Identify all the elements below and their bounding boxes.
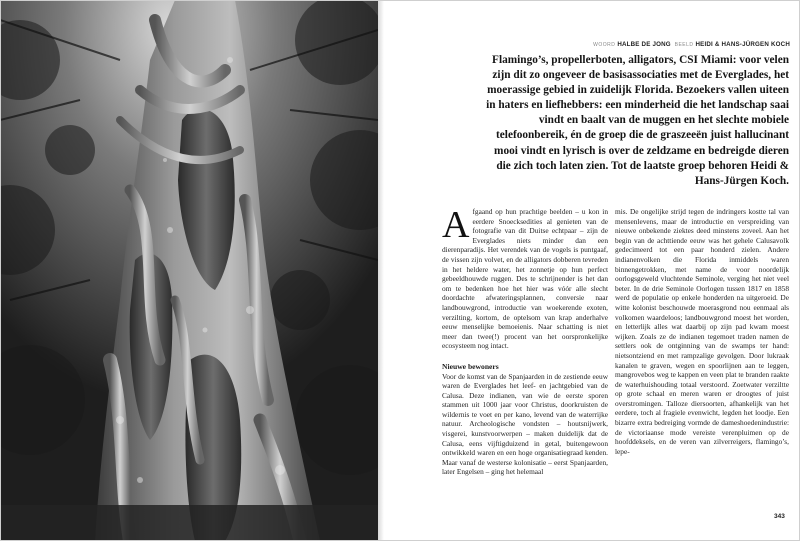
page-number: 343 [774, 513, 785, 520]
article-column-2 [615, 207, 789, 456]
section-subhead: Nieuwe bewoners [442, 361, 499, 371]
article-paragraph [442, 204, 608, 351]
credits-line [545, 41, 790, 48]
article-paragraph: mis. De ongelijke strijd tegen de indringers kostte tal van mensenlevens, maar de introductie en verspreiding van nieuwe onbekende ziektes deed minstens zoveel. Aan het begin van de achttiende eeuw was het gehele Calusavolk gedecimeerd tot een paar honderd zielen. Andere indianenvolken die Florida inmiddels waren binnengetrokken, met name de voor noordelijk oorlogsgeweld vluchtende Seminole, verging het niet veel beter. In de drie Seminole Oorlogen tussen 1817 en 1858 werd de populatie op enkele honderden na uitgeroeid. De witte kolonist beschouwde moerasgrond nou eenmaal als volkomen waardeloos; landbouwgrond moest het worden, en letterlijk alles wat daarbij op zijn pad kwam moest wijken. Zoals ze de indianen tegemoet traden namen de settlers ook de ontginning van de swamps ter hand: nietsontziend en met rampzalige gevolgen. Door lukraak kanalen te graven, wegen en spoorlijnen aan te leggen, mangrovebos weg te kappen en veen plat te branden raakte de waterhuishouding totaal verstoord. Zoetwater verziltte op grote schaal en meren waren er droogtes of juist overstromingen. Talloze diersoorten, afhankelijk van het eerdere, toch al fragiele evenwicht, legden het loodje. Een bizarre extra bedreiging vormde de dameshoedenindustrie: de victoriaanse mode vereiste verenpluimen op de hoofddeksels, en de veren van zilverreigers, flamingo’s, lepe- [615, 207, 789, 456]
photo-credit-label: BEELD [674, 42, 694, 48]
photo-credit-author: HEIDI & HANS-JÜRGEN KOCH [695, 41, 790, 48]
tree-photograph [0, 0, 378, 541]
text-credit-label: WOORD [593, 42, 616, 48]
paragraph-text: fgaand op hun prachtige beelden – u kon in eerdere Snoecksedities al genieten van de fotografie van dit Duitse echtpaar – zijn de Everglades niets minder dan een dierenparadijs. Het verendek van de vogels is puntgaaf, de vissen zijn volvet, en de alligators dobberen tevreden in het heldere water, het zonnetje op hun perfect gebeeldhouwde ruggen. Des te schrijnender is het dan om te bedenken hoe het hier was vóór alle slecht doordachte afwateringsplannen, conversie naar landbouwgrond, introductie van woekerende exoten, verzilting, kortom, de optelsom van krap anderhalve eeuw menselijke bemoeienis. Naar schatting is niet meer dan twee(!) procent van het oorspronkelijke ecosysteem nog intact. [442, 207, 608, 351]
text-credit-author: HALBE DE JONG [617, 41, 671, 48]
strangler-fig-photo [0, 0, 378, 541]
intro-paragraph: Flamingo’s, propellerboten, alligators, CSI Miami: voor velen zijn dit zo ongeveer de basisassociaties met de Everglades, het moerassige gebied in zuidelijk Florida. Bezoekers vallen uiteen in haters en liefhebbers: een minderheid die het landschap saai vindt en baalt van de muggen en het slechte mobiele telefoonbereik, én de groep die de graszeeën juist hallucinant mooi vindt en lyrisch is over de zeldzame en bedreigde dieren die zich toch laten zien. Tot de laatste groep behoren Heidi & Hans-Jürgen Koch. [486, 54, 789, 187]
article-column-1 [442, 204, 608, 477]
article-paragraph: Voor de komst van de Spanjaarden in de zestiende eeuw waren de Everglades het leef- en jachtgebied van de Calusa. Deze indianen, van wie de eerste sporen stammen uit 1000 jaar voor Christus, doorkruisten de wildernis te voet en per kano, levend van de waterrijke natuur. Archeologische vondsten – houtsnijwerk, visgerei, kunstvoorwerpen – maken duidelijk dat de Calusa, eens vijftigduizend in getal, buitengewoon ontwikkeld waren en een hoge organisatiegraad kenden. Maar vanaf de westerse kolonisatie – eerst Spanjaarden, later Engelsen – ging het helemaal [442, 371, 608, 477]
page-gutter [378, 0, 384, 541]
drop-cap: A [442, 204, 470, 246]
